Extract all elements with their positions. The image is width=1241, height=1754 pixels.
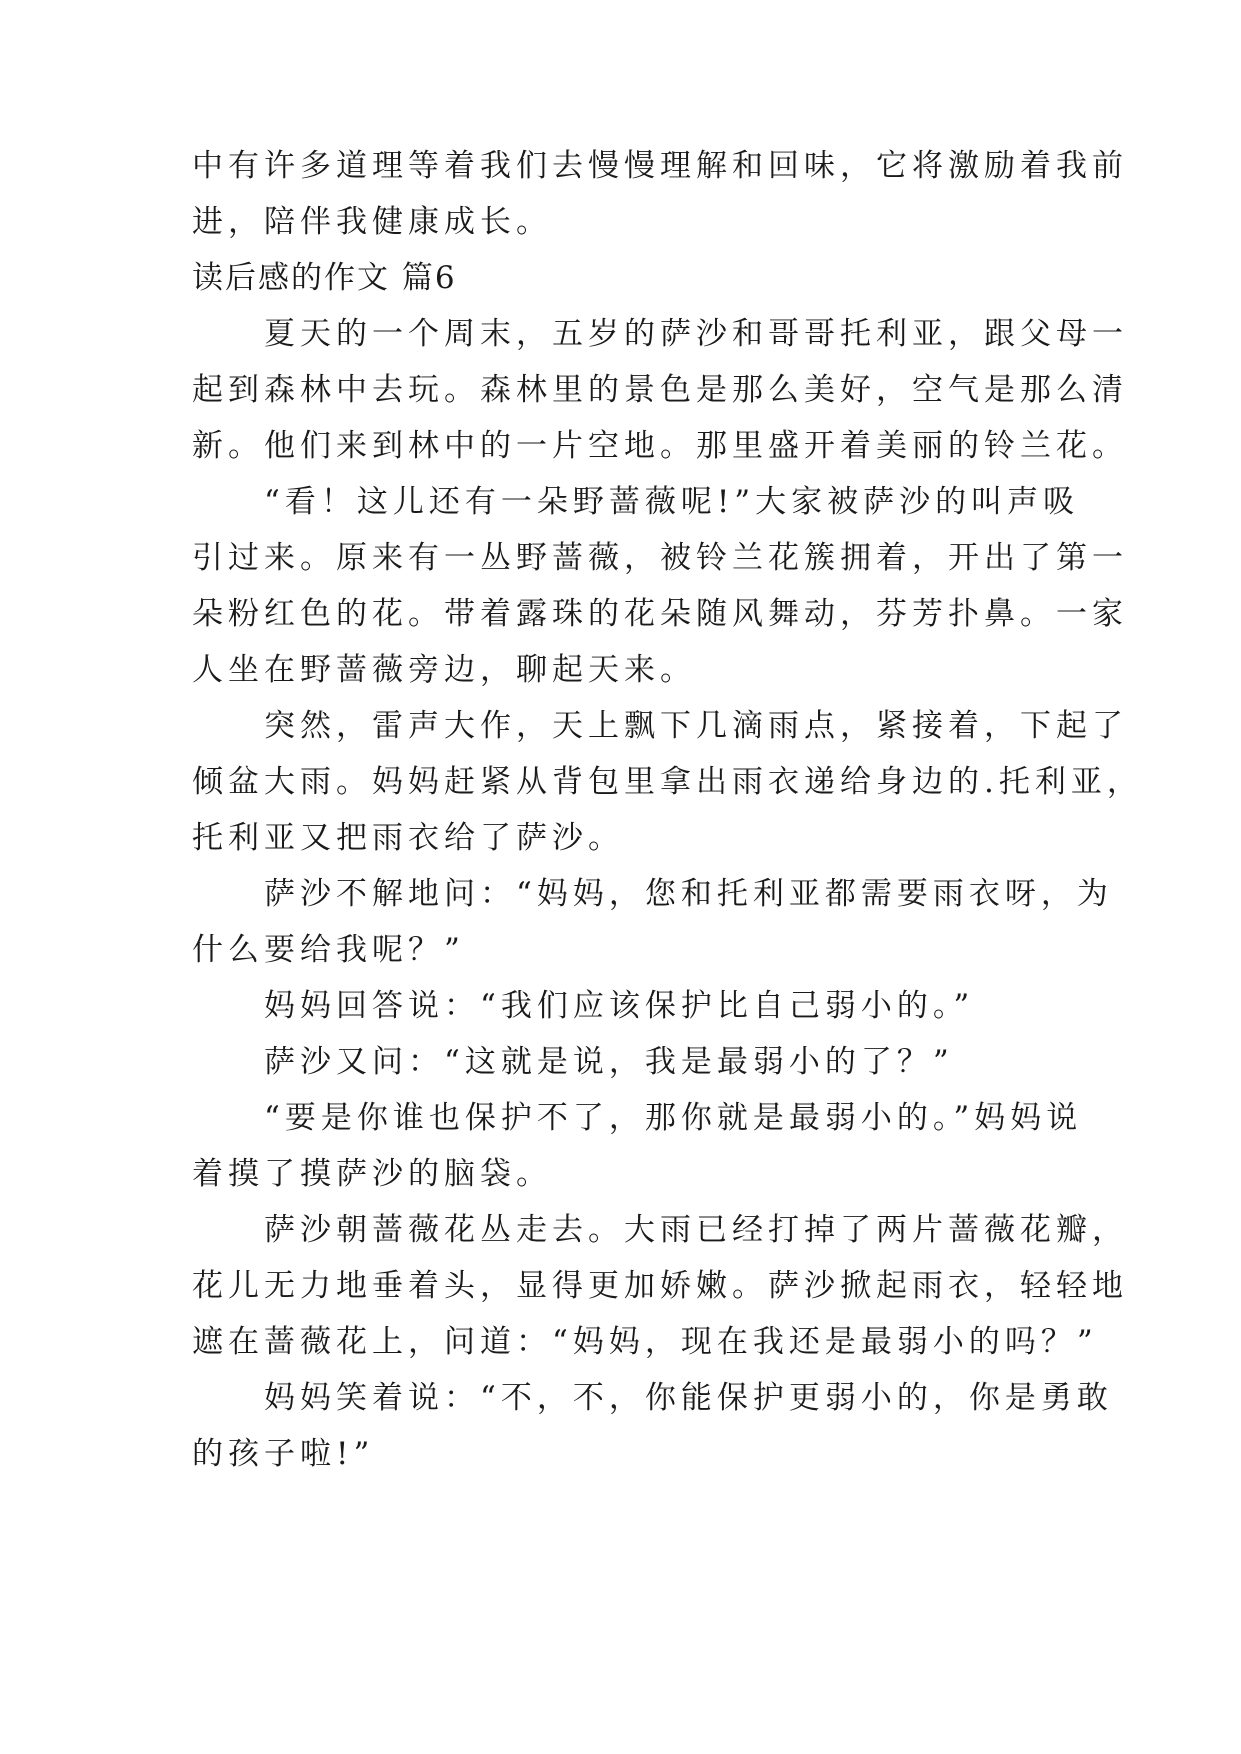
text-line: 朵粉红色的花。带着露珠的花朵随风舞动，芬芳扑鼻。一家 (192, 596, 1128, 632)
text-line: 萨沙又问：“这就是说，我是最弱小的了？” (192, 1044, 954, 1080)
text-line: 着摸了摸萨沙的脑袋。 (192, 1156, 552, 1192)
section-heading: 读后感的作文 篇6 (192, 260, 457, 296)
text-line: 的孩子啦!” (192, 1436, 375, 1472)
text-line: 妈妈回答说：“我们应该保护比自己弱小的。” (192, 988, 975, 1024)
text-line: 花儿无力地垂着头，显得更加娇嫩。萨沙掀起雨衣，轻轻地 (192, 1268, 1128, 1304)
text-line: 托利亚又把雨衣给了萨沙。 (192, 820, 624, 856)
text-line: “要是你谁也保护不了，那你就是最弱小的。”妈妈说 (192, 1100, 1083, 1136)
text-line: 人坐在野蔷薇旁边，聊起天来。 (192, 652, 696, 688)
text-line: 引过来。原来有一丛野蔷薇，被铃兰花簇拥着，开出了第一 (192, 540, 1128, 576)
text-line: 中有许多道理等着我们去慢慢理解和回味，它将激励着我前 (192, 148, 1128, 184)
text-line: 萨沙朝蔷薇花丛走去。大雨已经打掉了两片蔷薇花瓣， (192, 1212, 1128, 1248)
text-line: 夏天的一个周末，五岁的萨沙和哥哥托利亚，跟父母一 (192, 316, 1128, 352)
text-line: 倾盆大雨。妈妈赶紧从背包里拿出雨衣递给身边的.托利亚， (192, 764, 1143, 800)
text-line: 什么要给我呢？” (192, 932, 465, 968)
text-line: 突然，雷声大作，天上飘下几滴雨点，紧接着，下起了 (192, 708, 1128, 744)
text-line: 起到森林中去玩。森林里的景色是那么美好，空气是那么清 (192, 372, 1128, 408)
text-line: 妈妈笑着说：“不，不，你能保护更弱小的，你是勇敢 (192, 1380, 1113, 1416)
text-line: 新。他们来到林中的一片空地。那里盛开着美丽的铃兰花。 (192, 428, 1128, 464)
text-line: 遮在蔷薇花上，问道：“妈妈，现在我还是最弱小的吗？” (192, 1324, 1098, 1360)
text-line: 萨沙不解地问：“妈妈，您和托利亚都需要雨衣呀，为 (192, 876, 1113, 912)
text-line: 进，陪伴我健康成长。 (192, 204, 552, 240)
text-line: “看！这儿还有一朵野蔷薇呢!”大家被萨沙的叫声吸 (192, 484, 1080, 520)
